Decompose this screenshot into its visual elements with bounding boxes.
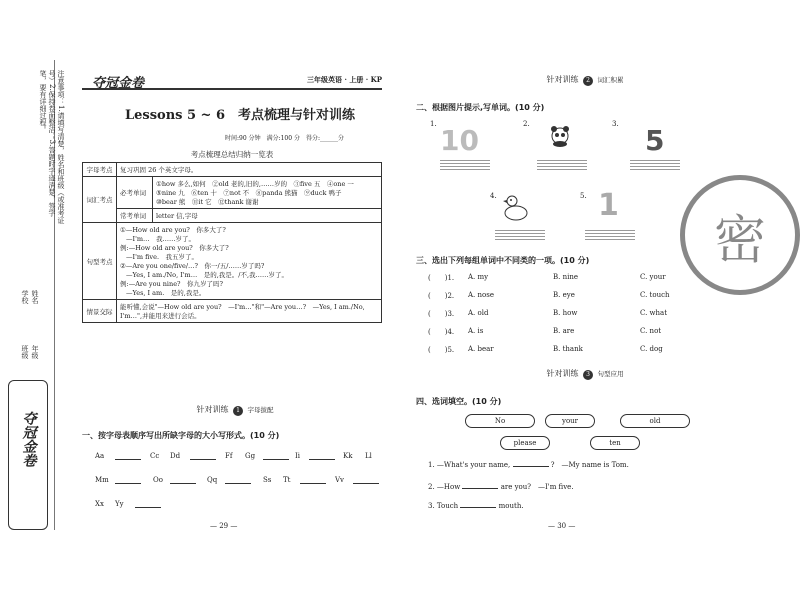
letter-pair: Tt xyxy=(283,476,291,484)
letter-pair: Qq xyxy=(207,476,218,484)
letter-pair: Xx xyxy=(95,500,104,508)
question-2-title: 二、根据图片提示,写单词。(10 分) xyxy=(416,103,545,112)
letter-pair: Ii xyxy=(295,452,301,460)
table-row xyxy=(83,177,382,209)
test-meta: 时间:90 分钟 满分:100 分 得分:______分 xyxy=(225,135,344,142)
option-c: C. what xyxy=(640,309,668,317)
answer-lines[interactable] xyxy=(585,228,635,240)
banner-text: 针对训练 xyxy=(546,369,579,378)
fill-prefix: 3. Touch xyxy=(428,502,459,510)
row-category: 句型考点 xyxy=(83,223,117,300)
header-logo: 夺冠金卷 xyxy=(92,76,145,91)
table-row xyxy=(83,300,382,323)
answer-line[interactable] xyxy=(190,458,216,460)
duck-icon xyxy=(500,192,530,222)
panda-icon xyxy=(548,124,572,148)
sentence-line: —Yes, I am. 是的,我是。 xyxy=(126,289,206,297)
left-header xyxy=(82,70,382,90)
option-b: B. nine xyxy=(553,273,578,281)
ref-words: letter 信,字母 xyxy=(153,209,382,223)
letter-pair: Aa xyxy=(95,452,105,460)
brand-logo: 夺冠金卷 xyxy=(20,411,37,467)
row-category: 词汇考点 xyxy=(83,177,117,223)
sentence-line: ②—Are you one/five/…? 你一/五/……岁了吗? xyxy=(120,262,265,270)
letter-pair: Ff xyxy=(225,452,233,460)
option-a: A. nose xyxy=(468,291,494,299)
list-item xyxy=(428,345,698,363)
letter-pair: Cc xyxy=(150,452,160,460)
must-words-line: ⑩bear 熊 ⑪it 它 ⑫thank 谢谢 xyxy=(156,198,259,206)
banner-subtitle: 字母拔配 xyxy=(247,406,274,414)
option-a: A. is xyxy=(468,327,484,335)
summary-title: 考点梳理总结归纳一览表 xyxy=(190,150,274,159)
answer-line[interactable] xyxy=(135,506,161,508)
option-a: A. my xyxy=(468,273,489,281)
fill-suffix: are you? —I'm five. xyxy=(500,483,574,491)
word-pill: please xyxy=(500,436,550,450)
word-pill: your xyxy=(545,414,595,428)
sentence-line: 例:—Are you nine? 你九岁了吗? xyxy=(120,280,224,288)
must-words xyxy=(153,177,382,209)
row-content: 能听懂,会说"—How old are you? —I'm…"和"—Are you…? —Yes, I am./No, I'm…",并能用来进行会话。 xyxy=(117,300,382,323)
name-label: 姓名 xyxy=(31,290,39,304)
fill-line-3 xyxy=(428,502,718,510)
list-item xyxy=(428,273,698,291)
letter-pair: Gg xyxy=(245,452,256,460)
answer-line[interactable] xyxy=(300,482,326,484)
fill-prefix: 1. —What's your name, xyxy=(428,461,511,469)
picture-number-ten: 10 xyxy=(440,124,479,157)
sentence-line: —Yes, I am./No, I'm… 是的,我是。/不,我……岁了。 xyxy=(126,271,289,279)
q3-number: ( )2. xyxy=(428,292,455,300)
question-3-title: 三、选出下列每组单词中不同类的一项。(10 分) xyxy=(416,256,590,265)
letter-pair: Dd xyxy=(170,452,181,460)
answer-line[interactable] xyxy=(115,482,141,484)
q3-number: ( )1. xyxy=(428,274,455,282)
q3-number: ( )3. xyxy=(428,310,455,318)
letter-pair: Kk xyxy=(343,452,353,460)
fill-suffix: mouth. xyxy=(498,502,524,510)
answer-line[interactable] xyxy=(309,458,335,460)
letter-pair: Ll xyxy=(365,452,372,460)
option-b: B. thank xyxy=(553,345,583,353)
answer-line[interactable] xyxy=(263,458,289,460)
q3-number: ( )5. xyxy=(428,346,455,354)
fill-line-2 xyxy=(428,482,718,492)
answer-line[interactable] xyxy=(353,482,379,484)
table-row xyxy=(83,163,382,177)
picture-number-five: 5 xyxy=(645,124,665,157)
list-item xyxy=(428,291,698,309)
answer-line[interactable] xyxy=(225,482,251,484)
must-words-line: ①how 多么,如何 ②old 老的,旧的,……岁的 ③five 五 ④one 一 xyxy=(156,180,354,188)
q3-list xyxy=(428,273,698,363)
pic-item-5-number: 5. xyxy=(580,192,587,200)
right-page-number: — 30 — xyxy=(548,522,576,530)
letter-pair: Ss xyxy=(263,476,272,484)
banner-text: 针对训练 xyxy=(546,75,579,84)
header-subject: 三年级英语 · 上册 · KP xyxy=(307,75,382,84)
question-1-title: 一、按字母表顺序写出所缺字母的大小写形式。(10 分) xyxy=(82,431,280,440)
word-pill: old xyxy=(620,414,690,428)
confidential-stamp: 密 xyxy=(680,175,800,295)
answer-lines[interactable] xyxy=(440,158,490,170)
left-page-number: — 29 — xyxy=(210,522,238,530)
banner-text: 针对训练 xyxy=(196,405,229,414)
sentence-list xyxy=(117,223,382,300)
answer-lines[interactable] xyxy=(537,158,587,170)
answer-lines[interactable] xyxy=(495,228,545,240)
fill-line-1 xyxy=(428,460,718,470)
word-pill: No xyxy=(465,414,535,428)
list-item xyxy=(428,327,698,345)
ref-words-label: 常考单词 xyxy=(117,209,153,223)
binding-instructions: 注意事项：1.请填写清楚，姓名和班级（或准考证号）2.保持卷面整洁；3.答题时字迹清楚，签字笔，要有详细过程。 xyxy=(39,70,65,224)
answer-line[interactable] xyxy=(115,458,141,460)
row-category: 情景交际 xyxy=(83,300,117,323)
banner-number: 2 xyxy=(583,76,593,86)
picture-number-one: 1 xyxy=(598,188,619,223)
option-a: A. bear xyxy=(468,345,494,353)
class-label: 班级 xyxy=(21,345,29,359)
option-c: C. your xyxy=(640,273,666,281)
fill-prefix: 2. —How xyxy=(428,483,461,491)
row-content: 复习巩固 26 个英文字母。 xyxy=(117,163,382,177)
must-words-line: ⑤nine 九 ⑥ten 十 ⑦not 不 ⑧panda 熊猫 ⑨duck 鸭子 xyxy=(156,189,342,197)
option-c: C. dog xyxy=(640,345,663,353)
sentence-line: —I'm… 我……岁了。 xyxy=(126,235,196,243)
row-category: 字母考点 xyxy=(83,163,117,177)
letter-pair: Vv xyxy=(335,476,345,484)
sentence-line: 例:—How old are you? 你多大了? xyxy=(120,244,229,252)
answer-blank[interactable] xyxy=(462,487,498,489)
q3-number: ( )4. xyxy=(428,328,455,336)
sentence-line: ①—How old are you? 你多大了? xyxy=(120,226,226,234)
option-b: B. are xyxy=(553,327,575,335)
question-4-title: 四、选词填空。(10 分) xyxy=(416,397,502,406)
banner-number: 3 xyxy=(583,370,593,380)
binding-strip xyxy=(0,60,65,530)
option-a: A. old xyxy=(468,309,489,317)
fill-suffix: ? —My name is Tom. xyxy=(550,461,629,469)
list-item xyxy=(428,309,698,327)
answer-lines[interactable] xyxy=(630,158,680,170)
answer-blank[interactable] xyxy=(460,506,496,508)
summary-table xyxy=(82,162,382,323)
school-label: 学校 xyxy=(21,290,29,304)
pic-item-1-number: 1. xyxy=(430,120,437,128)
letter-pair: Mm xyxy=(95,476,109,484)
section-banner-1 xyxy=(150,404,320,416)
table-row xyxy=(83,209,382,223)
banner-subtitle: 句型应用 xyxy=(597,370,624,378)
banner-number: 1 xyxy=(233,406,243,416)
section-banner-2 xyxy=(500,74,670,86)
pic-item-4-number: 4. xyxy=(490,192,497,200)
brand-box xyxy=(8,380,48,530)
pic-item-3-number: 3. xyxy=(612,120,619,128)
banner-subtitle: 词汇积累 xyxy=(597,76,624,84)
option-b: B. how xyxy=(553,309,578,317)
option-c: C. touch xyxy=(640,291,670,299)
option-c: C. not xyxy=(640,327,662,335)
answer-line[interactable] xyxy=(170,482,196,484)
page-title: Lessons 5 ~ 6 考点梳理与针对训练 xyxy=(124,108,356,123)
sentence-line: —I'm five. 我五岁了。 xyxy=(126,253,199,261)
must-words-label: 必考单词 xyxy=(117,177,153,209)
option-b: B. eye xyxy=(553,291,575,299)
letter-pair: Oo xyxy=(153,476,163,484)
letter-pair: Yy xyxy=(115,500,124,508)
section-banner-3 xyxy=(500,368,670,380)
table-row xyxy=(83,223,382,300)
grade-label: 年级 xyxy=(31,345,39,359)
word-pill: ten xyxy=(590,436,640,450)
pic-item-2-number: 2. xyxy=(523,120,530,128)
answer-blank[interactable] xyxy=(513,465,549,467)
